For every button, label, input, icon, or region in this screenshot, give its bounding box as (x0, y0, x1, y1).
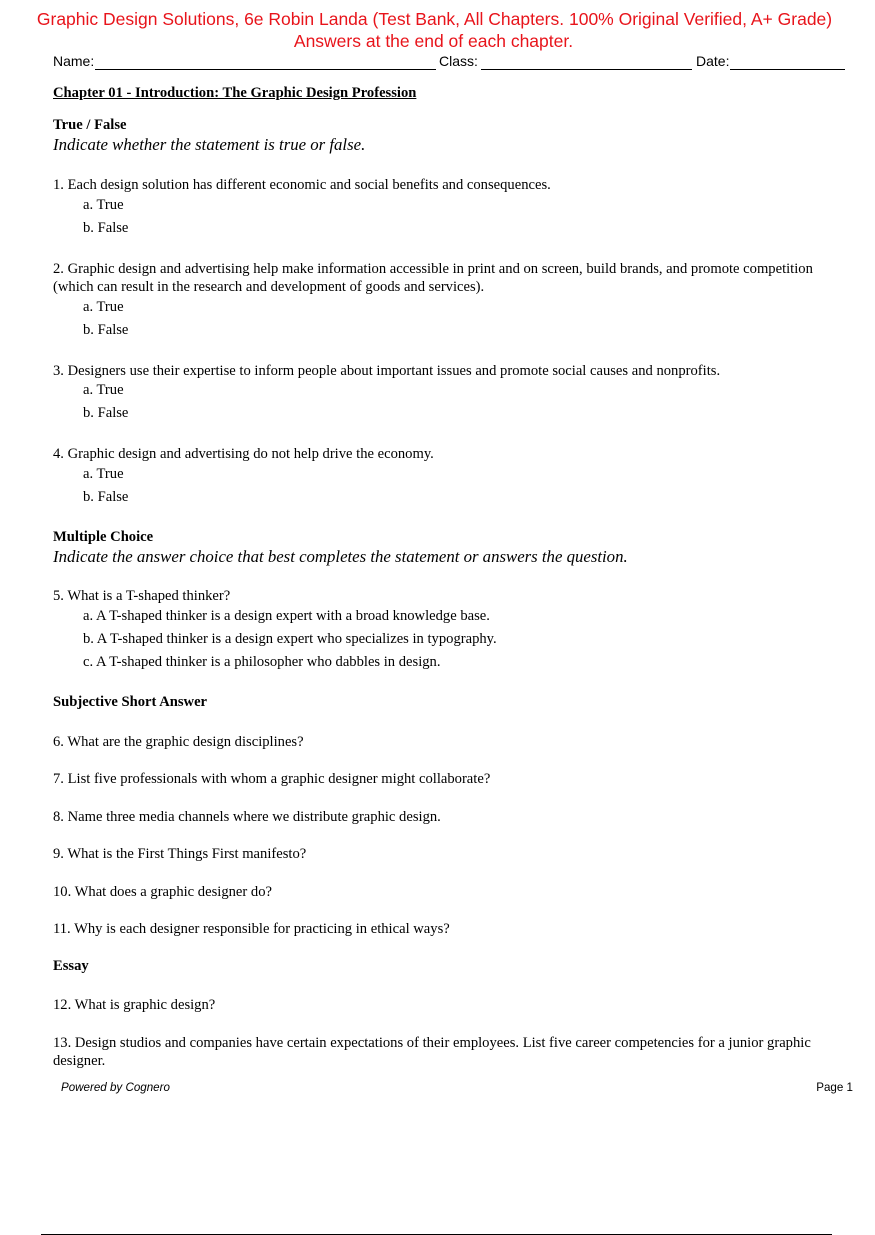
question-6: 6. What are the graphic design disciplines? (53, 734, 304, 750)
section-heading-true-false: True / False (53, 117, 127, 133)
section-instruction-true-false: Indicate whether the statement is true or false. (53, 135, 366, 154)
option-5a: a. A T-shaped thinker is a design expert with a broad knowledge base. (83, 608, 490, 624)
question-7: 7. List five professionals with whom a graphic designer might collaborate? (53, 771, 491, 787)
name-label: Name: (53, 53, 95, 69)
question-2: 2. Graphic design and advertising help make information accessible in print and on screen, build brands, and promote competition (which can result in the research and development of goods and services). (53, 261, 813, 295)
option-5c: c. A T-shaped thinker is a philosopher who dabbles in design. (83, 654, 441, 670)
option-2b: b. False (83, 322, 129, 338)
date-label: Date: (696, 53, 730, 69)
option-3b: b. False (83, 405, 129, 421)
question-8: 8. Name three media channels where we distribute graphic design. (53, 809, 441, 825)
option-2a: a. True (83, 299, 124, 315)
question-9: 9. What is the First Things First manifesto? (53, 846, 307, 862)
section-instruction-multiple-choice: Indicate the answer choice that best completes the statement or answers the question. (53, 547, 628, 566)
question-13: 13. Design studios and companies have certain expectations of their employees. List five career competencies for a junior graphic designer. (53, 1035, 811, 1069)
option-5b: b. A T-shaped thinker is a design expert who specializes in typography. (83, 631, 497, 647)
section-heading-short-answer: Subjective Short Answer (53, 694, 208, 710)
option-4a: a. True (83, 466, 124, 482)
footer-page-number: Page 1 (816, 1081, 853, 1094)
banner-title: Graphic Design Solutions, 6e Robin Landa (Test Bank, All Chapters. 100% Original Verified, A+ Grade) (36, 9, 833, 29)
option-1b: b. False (83, 220, 129, 236)
date-field[interactable] (730, 69, 845, 70)
chapter-title: Chapter 01 - Introduction: The Graphic Design Profession (53, 85, 417, 101)
question-4: 4. Graphic design and advertising do not help drive the economy. (53, 446, 434, 462)
question-11: 11. Why is each designer responsible for practicing in ethical ways? (53, 921, 450, 937)
name-field[interactable] (95, 69, 436, 70)
option-4b: b. False (83, 489, 129, 505)
banner-subtitle: Answers at the end of each chapter. (293, 31, 574, 51)
section-heading-essay: Essay (53, 958, 89, 974)
class-label: Class: (439, 53, 478, 69)
class-field[interactable] (481, 69, 692, 70)
question-3: 3. Designers use their expertise to inform people about important issues and promote social causes and nonprofits. (53, 363, 721, 379)
footer-powered-by: Powered by Cognero (61, 1081, 170, 1094)
option-3a: a. True (83, 382, 124, 398)
question-12: 12. What is graphic design? (53, 997, 216, 1013)
question-1: 1. Each design solution has different economic and social benefits and consequences. (53, 177, 551, 193)
section-heading-multiple-choice: Multiple Choice (53, 529, 154, 545)
question-10: 10. What does a graphic designer do? (53, 884, 272, 900)
option-1a: a. True (83, 197, 124, 213)
question-5: 5. What is a T-shaped thinker? (53, 588, 231, 604)
student-info-line (53, 53, 846, 72)
